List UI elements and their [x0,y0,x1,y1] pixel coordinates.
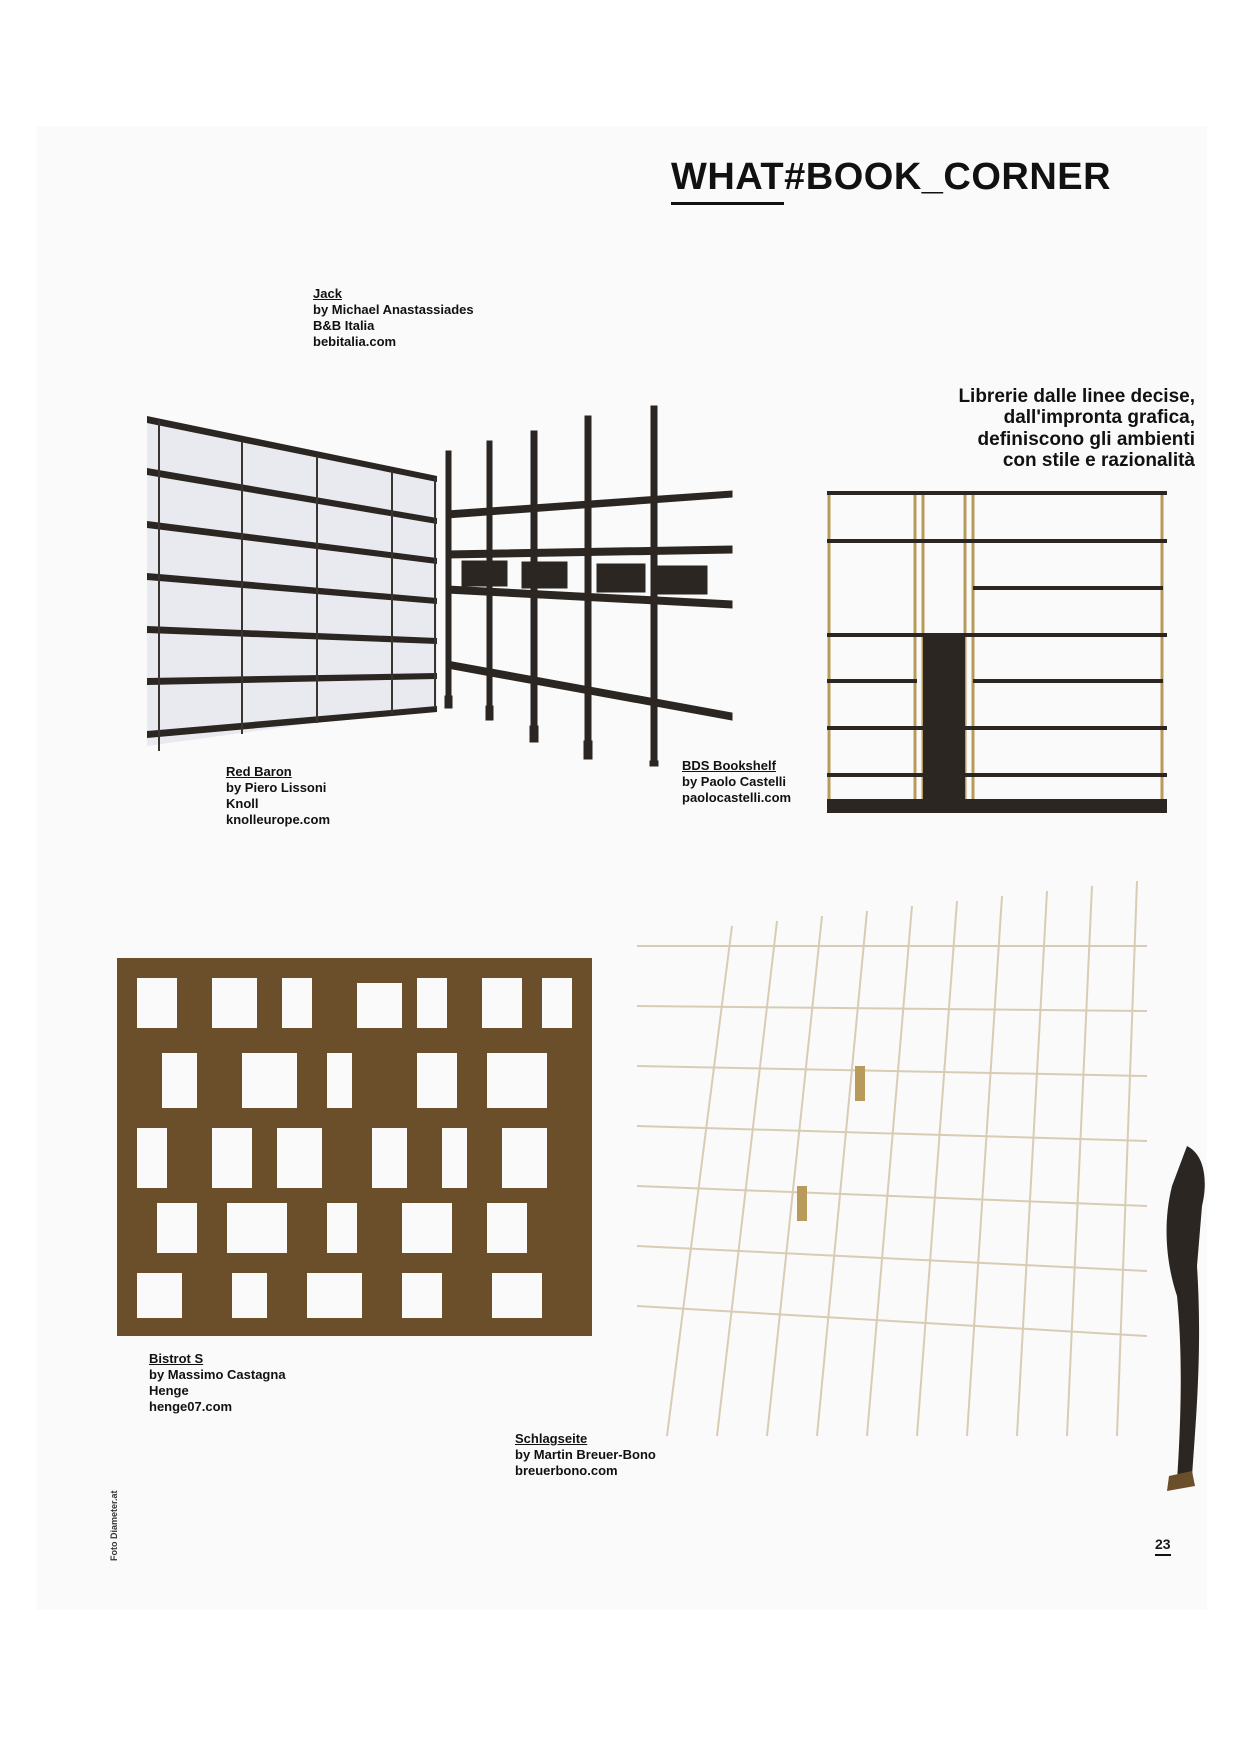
caption-schlagseite [515,1431,656,1479]
product-site: breuerbono.com [515,1463,618,1478]
product-name: Jack [313,286,342,301]
person-figure-image [1147,1146,1207,1506]
intro-line: definiscono gli ambienti [977,428,1195,450]
page-number: 23 [1155,1536,1171,1552]
product-brand: Knoll [226,796,259,811]
jack-bookshelf-image [437,276,747,766]
page-heading [671,156,1111,199]
product-site: knolleurope.com [226,812,331,827]
photo-credit-text: Foto Diameter.at [109,1490,119,1561]
intro-line: dall'impronta grafica, [1003,407,1195,429]
product-name: Bistrot S [149,1351,204,1366]
caption-jack [313,286,474,350]
intro-text [865,386,1195,471]
product-designer: by Paolo Castelli [682,774,787,789]
product-designer: by Massimo Castagna [149,1367,286,1382]
caption-red-baron [226,764,330,828]
product-site: paolocastelli.com [682,790,792,805]
red-baron-bookshelf-image [147,416,467,766]
bistrot-s-bookshelf-image [117,958,597,1348]
product-brand: Henge [149,1383,189,1398]
product-designer: by Piero Lissoni [226,780,327,795]
product-site: henge07.com [149,1399,233,1414]
intro-line: con stile e razionalità [1002,449,1195,471]
caption-bistrot-s [149,1351,286,1415]
heading-part-what: WHAT [671,156,785,198]
heading-part-book-corner: #BOOK_CORNER [784,156,1112,198]
product-name: Schlagseite [515,1431,588,1446]
product-designer: by Martin Breuer-Bono [515,1447,656,1462]
intro-line: Librerie dalle linee decise, [958,386,1195,407]
magazine-page [37,126,1207,1610]
photo-credit [109,1471,123,1561]
schlagseite-bookshelf-image [657,766,1157,1456]
product-brand: B&B Italia [313,318,375,333]
product-designer: by Michael Anastassiades [313,302,474,317]
product-name: BDS Bookshelf [682,758,776,773]
product-site: bebitalia.com [313,334,397,349]
product-name: Red Baron [226,764,292,779]
